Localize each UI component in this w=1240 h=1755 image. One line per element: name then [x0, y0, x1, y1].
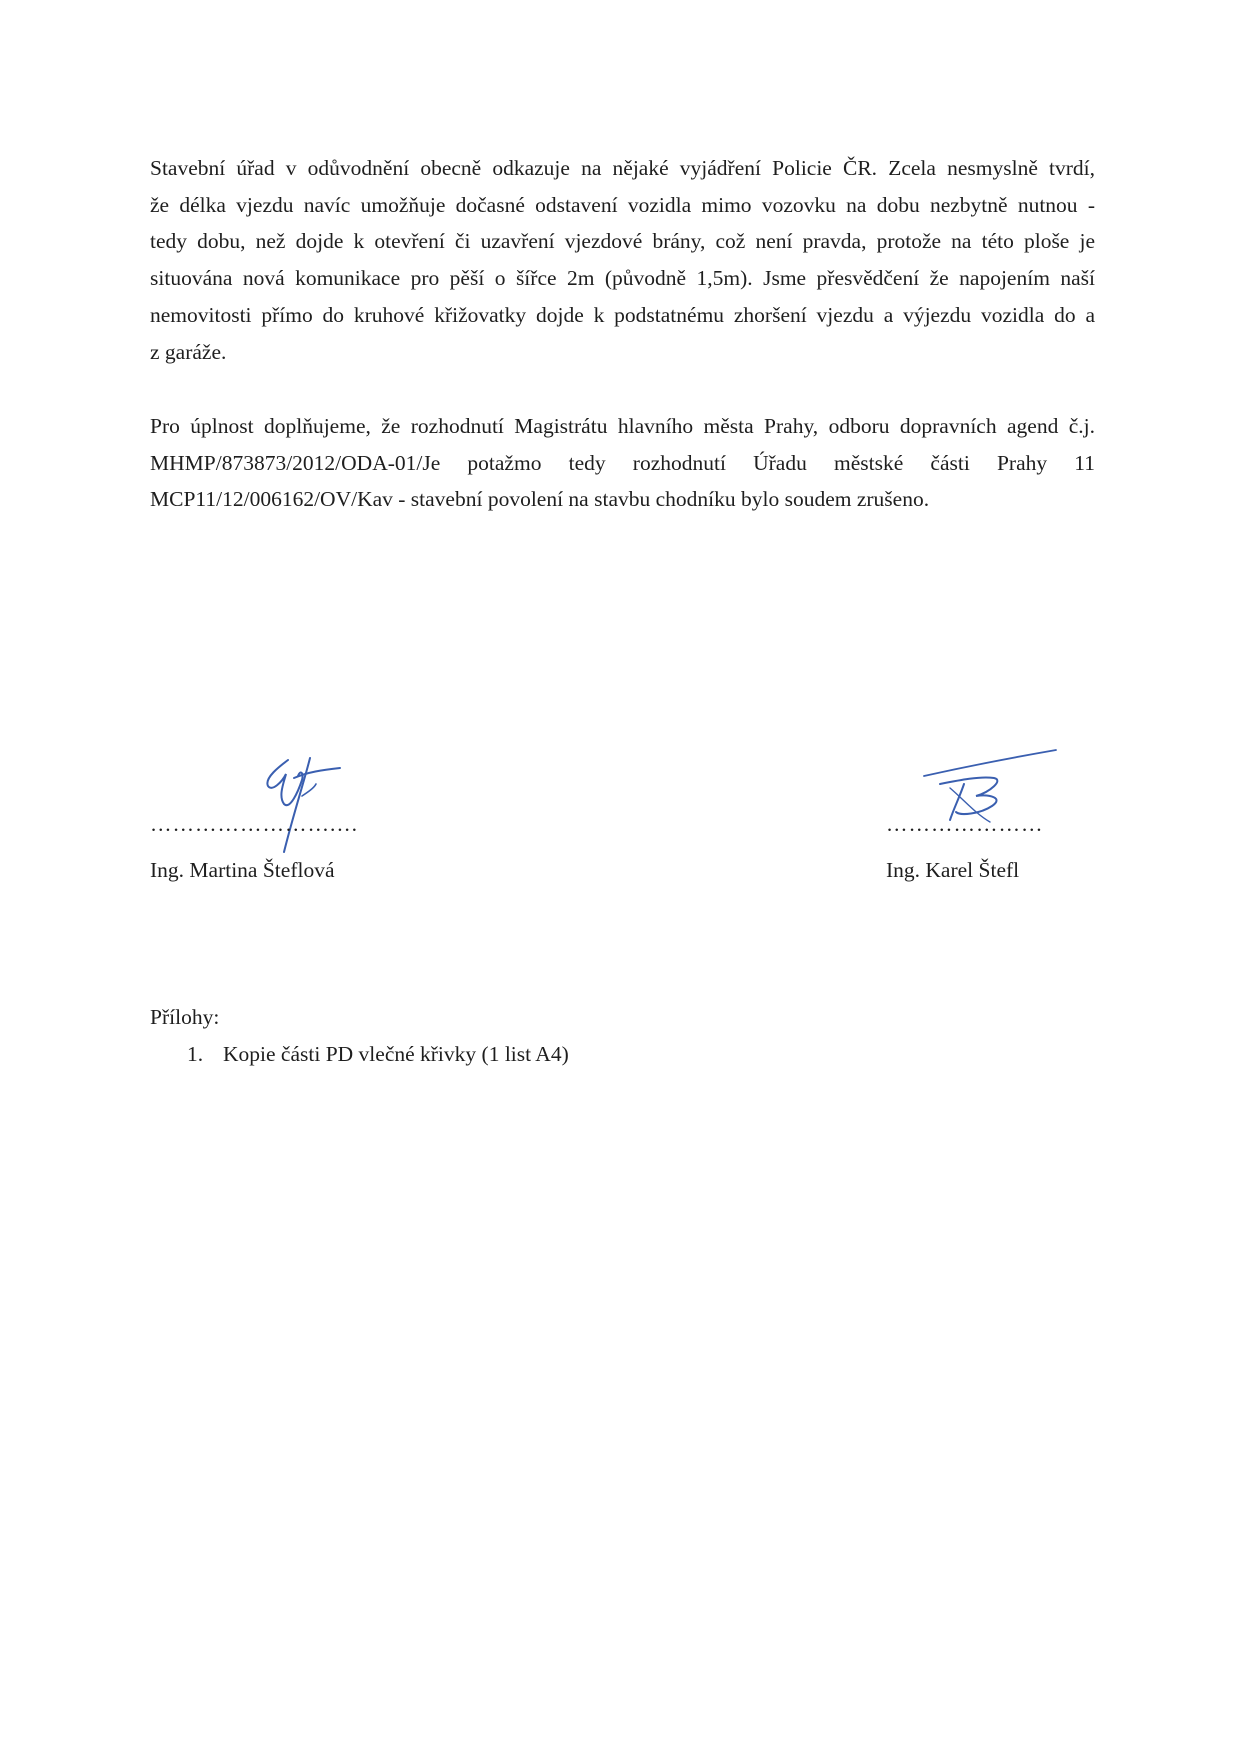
text-line: Stavební úřad v odůvodnění obecně odkazuje na nějaké vyjádření Policie ČR. Zcela nesmyslně tvrdí,	[150, 156, 1095, 180]
signature-block-left	[150, 812, 380, 883]
text-line: že délka vjezdu navíc umožňuje dočasné odstavení vozidla mimo vozovku na dobu nezbytně nutnou -	[150, 192, 1095, 217]
list-item-number: 1.	[187, 1042, 204, 1066]
text-line: situována nová komunikace pro pěší o šířce 2m (původně 1,5m). Jsme přesvědčení že napojením naší	[150, 266, 1095, 291]
paragraph-objection	[150, 150, 1095, 370]
text-line: MHMP/873873/2012/ODA-01/Je potažmo tedy rozhodnutí Úřadu městské části Prahy 11	[150, 450, 1095, 475]
signer-name: Ing. Martina Šteflová	[150, 858, 335, 882]
list-item	[150, 1042, 569, 1067]
list-item-text: Kopie části PD vlečné křivky (1 list A4)	[223, 1042, 569, 1066]
text-line: MCP11/12/006162/OV/Kav - stavební povolení na stavbu chodníku bylo soudem zrušeno.	[150, 487, 930, 512]
attachments-heading: Přílohy:	[150, 1005, 220, 1029]
paragraph-completeness-note	[150, 408, 1095, 518]
text-line: Pro úplnost doplňujeme, že rozhodnutí Magistrátu hlavního města Prahy, odboru dopravních agend č.j.	[150, 414, 1095, 438]
signature-line: …………………	[886, 812, 1044, 836]
signature-block-right	[886, 812, 1086, 883]
attachments-list	[150, 1042, 569, 1067]
attachments-section	[150, 1005, 569, 1067]
signer-name: Ing. Karel Štefl	[886, 858, 1020, 882]
signature-line: …………………….…	[150, 812, 359, 836]
text-line: nemovitosti přímo do kruhové křižovatky dojde k podstatnému zhoršení vjezdu a výjezdu vozidla do a	[150, 302, 1095, 327]
text-line: z garáže.	[150, 339, 227, 364]
text-line: tedy dobu, než dojde k otevření či uzavření vjezdové brány, což není pravda, protože na této ploše je	[150, 229, 1095, 254]
